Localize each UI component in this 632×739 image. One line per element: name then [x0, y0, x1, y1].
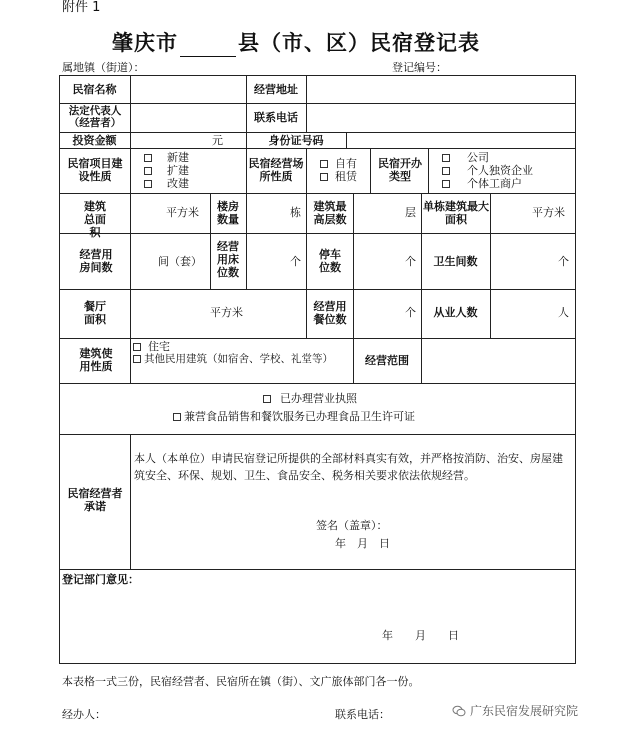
watermark-text: 广东民宿发展研究院: [470, 703, 579, 718]
unit-sqm-3: 平方米: [210, 306, 243, 319]
label-business-type: 民宿开办类型: [378, 157, 422, 183]
label-premises-nature: 民宿经营场所性质: [248, 157, 304, 183]
reg-no-label: 登记编号：: [392, 61, 447, 74]
checkbox-icon: [144, 154, 152, 162]
option-expand[interactable]: 扩建: [144, 164, 189, 177]
dept-date: 年 月 日: [382, 629, 459, 642]
unit-ceng: 层: [405, 206, 416, 219]
checkbox-icon: [144, 167, 152, 175]
option-other-civil[interactable]: 其他民用建筑（如宿舍、学校、礼堂等）: [133, 353, 353, 366]
license-option-1[interactable]: 已办理营业执照: [263, 392, 357, 405]
type-options: [442, 151, 533, 190]
checkbox-icon: [173, 413, 181, 421]
label-max-single-area: 单栋建筑最大面积: [423, 200, 489, 226]
unit-sqm: 平方米: [166, 206, 199, 219]
title-prefix: 肇庆市: [112, 31, 178, 55]
watermark: [452, 704, 578, 718]
pledge-text: 本人（本单位）申请民宿登记所提供的全部材料真实有效，并严格按消防、治安、房屋建筑安全、环保、规划、卫生、食品安全、税务相关要求依法依规经营。: [134, 452, 563, 482]
checkbox-icon: [133, 343, 141, 351]
unit-ren: 人: [558, 306, 569, 319]
option-rented[interactable]: 租赁: [320, 170, 357, 183]
pledge-date: 年 月 日: [335, 537, 390, 550]
option-new[interactable]: 新建: [144, 151, 189, 164]
unit-dong: 栋: [290, 206, 301, 219]
label-max-floors: 建筑最高层数: [313, 200, 347, 226]
label-staff: 从业人数: [433, 306, 478, 319]
footer-phone-label: 联系电话：: [335, 708, 390, 721]
unit-ge-3: 个: [558, 255, 569, 268]
label-name: 民宿名称: [72, 83, 117, 96]
label-phone: 联系电话: [254, 111, 298, 124]
checkbox-icon: [133, 355, 141, 363]
label-dining-seats: 经营用餐位数: [313, 300, 347, 326]
unit-ge-4: 个: [405, 306, 416, 319]
label-building-use: 建筑使用性质: [79, 347, 113, 373]
unit-yuan: 元: [212, 134, 223, 147]
checkbox-icon: [442, 154, 450, 162]
pledge-signature: 签名（盖章）：: [316, 519, 388, 532]
label-total-area: 建筑总面积: [84, 200, 106, 239]
label-toilets: 卫生间数: [433, 255, 478, 268]
label-investment: 投资金额: [72, 134, 117, 147]
checkbox-icon: [320, 173, 328, 181]
label-business-scope: 经营范围: [365, 354, 409, 367]
page-title: [112, 27, 480, 57]
town-label: 属地镇（街道）：: [62, 61, 145, 74]
label-project-nature: 民宿项目建设性质: [67, 157, 123, 183]
license-option-2[interactable]: 兼营食品销售和餐饮服务已办理食品卫生许可证: [173, 410, 415, 423]
unit-ge-1: 个: [290, 255, 301, 268]
checkbox-icon: [263, 395, 271, 403]
option-individual-business[interactable]: 个体工商户: [442, 177, 533, 190]
option-sole-proprietor[interactable]: 个人独资企业: [442, 164, 533, 177]
label-dept-opinion: 登记部门意见：: [62, 573, 139, 586]
label-operator-pledge: 民宿经营者承诺: [67, 487, 123, 513]
label-address: 经营地址: [254, 83, 298, 96]
footer-note: 本表格一式三份，民宿经营者、民宿所在镇（街）、文广旅体部门各一份。: [62, 675, 420, 688]
label-id-number: 身份证号码: [268, 134, 324, 147]
option-rebuild[interactable]: 改建: [144, 177, 189, 190]
unit-sqm-2: 平方米: [532, 206, 565, 219]
project-options: [144, 151, 189, 190]
premises-options: [320, 157, 357, 183]
checkbox-icon: [320, 160, 328, 168]
unit-ge-2: 个: [405, 255, 416, 268]
label-beds: 经营用床位数: [217, 240, 239, 279]
checkbox-icon: [144, 180, 152, 188]
option-company[interactable]: 公司: [442, 151, 533, 164]
label-rooms: 经营用房间数: [79, 248, 113, 274]
annex-label: 附件 1: [62, 0, 101, 15]
option-owned[interactable]: 自有: [320, 157, 357, 170]
usage-options: [133, 340, 353, 366]
label-dining-area: 餐厅面积: [84, 300, 106, 326]
checkbox-icon: [442, 167, 450, 175]
label-parking: 停车位数: [319, 248, 341, 274]
label-legal-rep: 法定代表人（经营者）: [68, 105, 122, 129]
unit-rooms: 间（套）: [158, 255, 202, 268]
label-buildings: 楼房数量: [217, 200, 239, 226]
checkbox-icon: [442, 180, 450, 188]
handler-label: 经办人：: [62, 708, 106, 721]
option-residential[interactable]: 住宅: [133, 340, 353, 353]
title-suffix: 县（市、区）民宿登记表: [238, 31, 480, 55]
county-blank: [180, 38, 236, 57]
wechat-icon: [452, 704, 466, 718]
